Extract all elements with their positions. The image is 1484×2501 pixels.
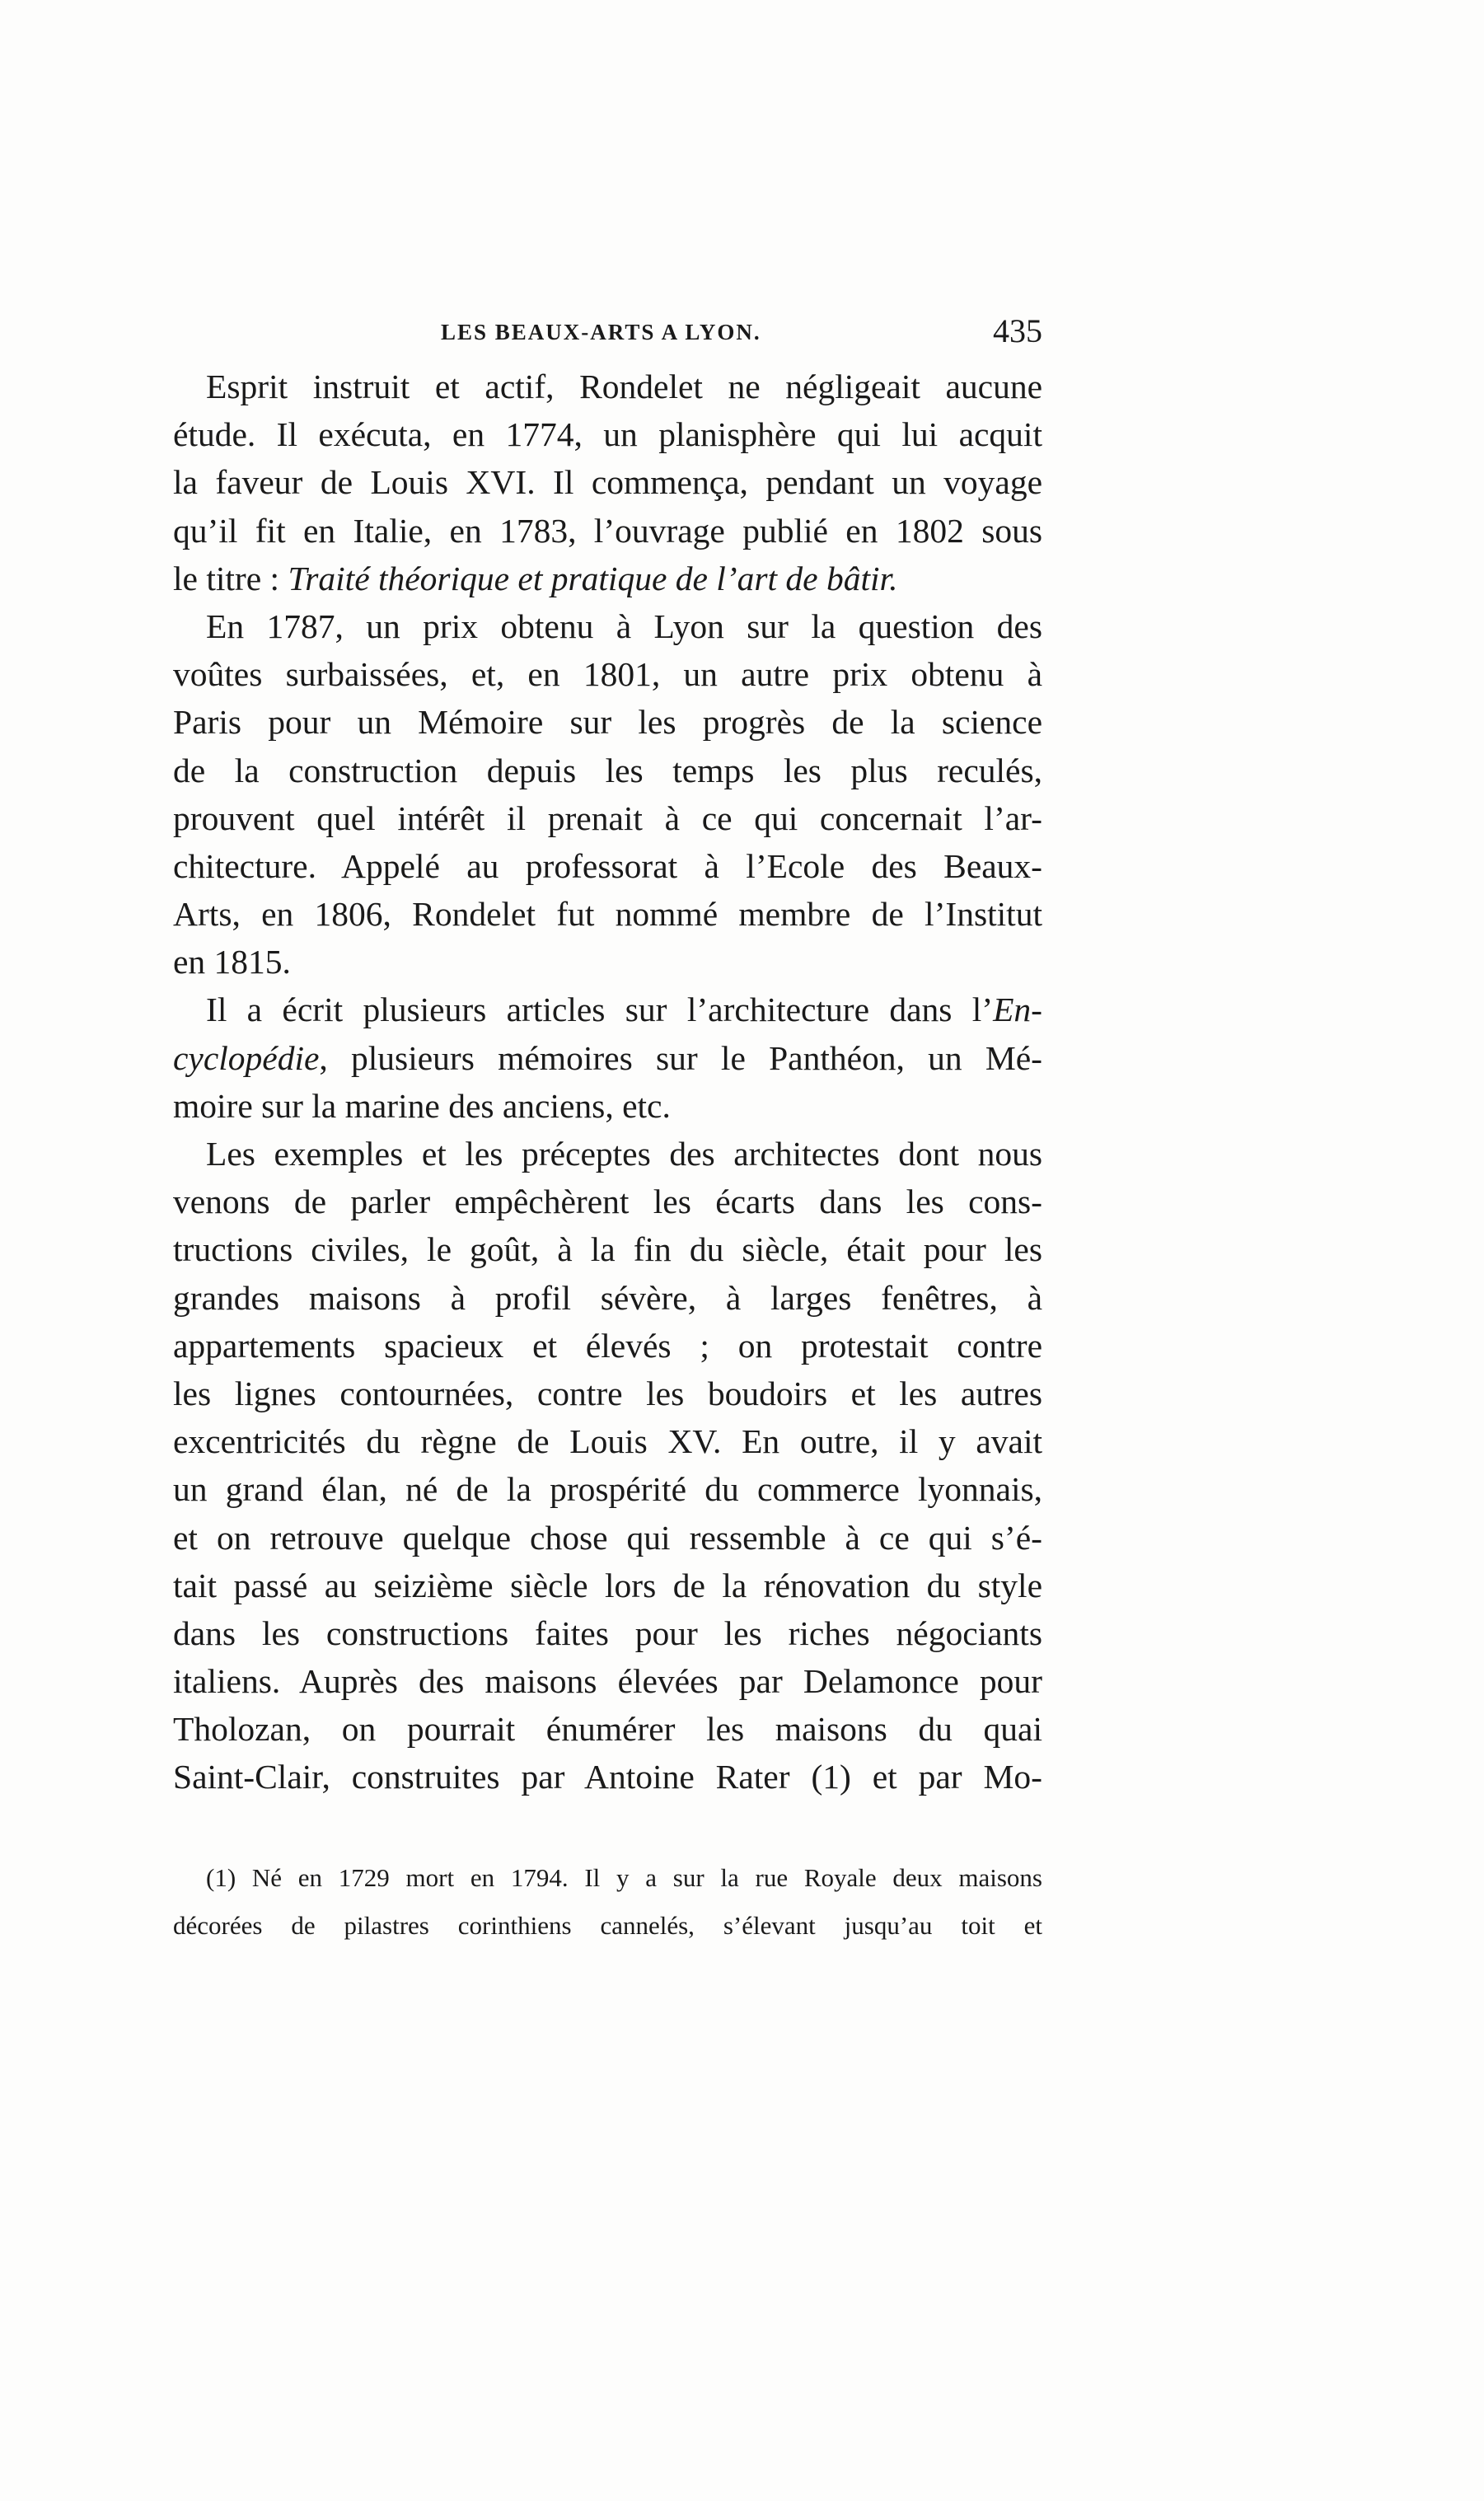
text-line: voûtes surbaissées, et, en 1801, un autre prix obtenu à [173, 655, 1042, 694]
text-line: Les exemples et les préceptes des architectes dont nous [206, 1135, 1042, 1173]
text-line: Arts, en 1806, Rondelet fut nommé membre de l’Institut [173, 895, 1042, 934]
text-line: étude. Il exécuta, en 1774, un planisphère qui lui acquit [173, 415, 1042, 454]
text-line: italiens. Auprès des maisons élevées par Delamonce pour [173, 1662, 1042, 1701]
italic-fragment: cyclopédie [173, 1038, 320, 1077]
text-line: en 1815. [173, 943, 291, 981]
footnotes [173, 1854, 1042, 1950]
text-line: dans les constructions faites pour les riches négociants [173, 1613, 1042, 1652]
text-line: Tholozan, on pourrait énumérer les maisons du quai [173, 1710, 1042, 1749]
footnote-line: décorées de pilastres corinthiens cannelés, s’élevant jusqu’au toit et [173, 1911, 1042, 1940]
text-line: moire sur la marine des anciens, etc. [173, 1086, 671, 1125]
footnote-line: (1) Né en 1729 mort en 1794. Il y a sur la rue Royale deux maisons [206, 1863, 1042, 1892]
italic-fragment: En- [993, 991, 1042, 1029]
running-head: LES BEAUX-ARTS A LYON. [441, 320, 761, 344]
text-fragment: , plusieurs mémoires sur le Panthéon, un Mé- [319, 1038, 1042, 1077]
text-line: tait passé au seizième siècle lors de la rénovation du style [173, 1566, 1042, 1604]
page-header [173, 311, 1042, 353]
text-line: la faveur de Louis XVI. Il commença, pendant un voyage [173, 463, 1042, 502]
text-line [173, 986, 1042, 1033]
text-line: un grand élan, né de la prospérité du commerce lyonnais, [173, 1470, 1042, 1509]
book-title: Traité théorique et pratique de l’art de bâtir. [288, 559, 898, 597]
text-line: En 1787, un prix obtenu à Lyon sur la question des [206, 607, 1042, 645]
text-line: excentricités du règne de Louis XV. En outre, il y avait [173, 1422, 1042, 1461]
text-line [173, 555, 1042, 602]
text-fragment: Il a écrit plusieurs articles sur l’architecture dans l’ [206, 991, 994, 1029]
text-line: venons de parler empêchèrent les écarts dans les cons- [173, 1183, 1042, 1221]
text-line: Paris pour un Mémoire sur les progrès de la science [173, 703, 1042, 742]
page-number: 435 [993, 312, 1042, 349]
text-line: qu’il fit en Italie, en 1783, l’ouvrage publié en 1802 sous [173, 511, 1042, 550]
text-line: et on retrouve quelque chose qui ressemble à ce qui s’é- [173, 1518, 1042, 1557]
text-line: Esprit instruit et actif, Rondelet ne négligeait aucune [206, 368, 1042, 405]
text-line: tructions civiles, le goût, à la fin du siècle, était pour les [173, 1230, 1042, 1269]
text-line: les lignes contournées, contre les boudoirs et les autres [173, 1374, 1042, 1412]
text-line: chitecture. Appelé au professorat à l’Ecole des Beaux- [173, 846, 1042, 885]
text-line: appartements spacieux et élevés ; on protestait contre [173, 1326, 1042, 1365]
text-line: Saint-Clair, construites par Antoine Rater (1) et par Mo- [173, 1758, 1042, 1796]
text-fragment: le titre : [173, 559, 280, 597]
text-line: de la construction depuis les temps les plus reculés, [173, 751, 1042, 789]
text-line: prouvent quel intérêt il prenait à ce qui concernait l’ar- [173, 799, 1042, 837]
text-line: grandes maisons à profil sévère, à larges fenêtres, à [173, 1278, 1042, 1317]
text-line [173, 1034, 1042, 1082]
body-text [173, 363, 1042, 1801]
